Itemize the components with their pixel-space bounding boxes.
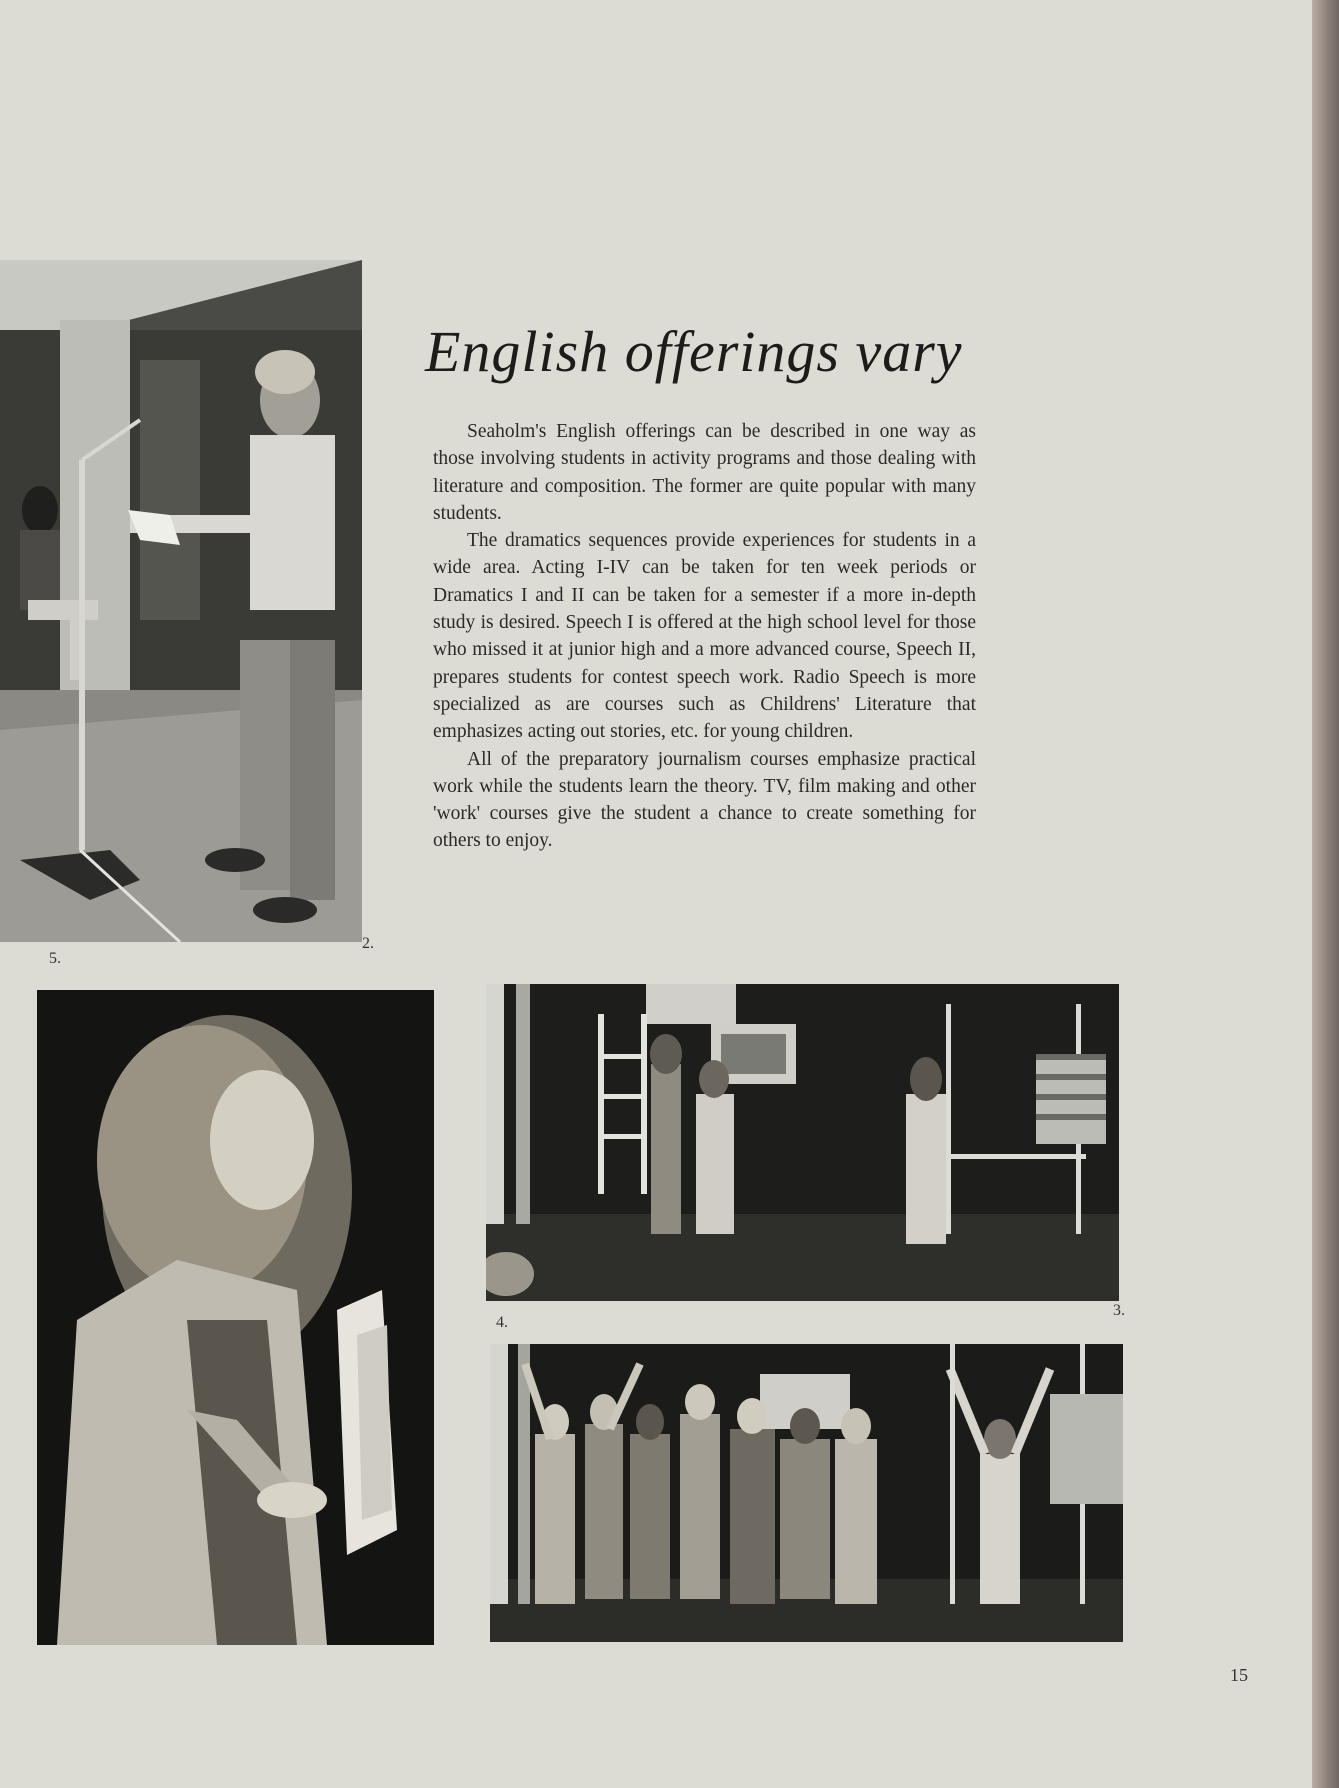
- page-number: 15: [1230, 1665, 1248, 1685]
- article-paragraph: The dramatics sequences provide experiences for students in a wide area. Acting I-IV can be taken for ten week periods or Dramatics I and II can be taken for a semester if a more in-depth study is desired. Speech I is offered at the high school level for those who missed it at junior high and a more advanced course, Speech II, prepares students for contest speech work. Radio Speech is more specialized as are courses such as Childrens' Literature that emphasizes acting out stories, etc. for young children.: [433, 530, 976, 743]
- article-paragraph: Seaholm's English offerings can be described in one way as those involving students in activity programs and those dealing with literature and composition. The former are quite popular with many students.: [433, 421, 976, 524]
- photo-caption-2: 2.: [362, 935, 374, 952]
- photo-caption-3: 3.: [1113, 1302, 1125, 1319]
- photo-group-performance: [490, 1344, 1123, 1642]
- photo-speaker-at-microphone: [0, 260, 362, 942]
- photo-girl-with-papers: [37, 990, 434, 1645]
- page-edge: [1312, 0, 1339, 1788]
- photo-stage-dance: [486, 984, 1119, 1301]
- article-heading: English offerings vary: [425, 319, 963, 384]
- photo-caption-5: 5.: [49, 950, 61, 967]
- article-paragraph: All of the preparatory journalism courses emphasize practical work while the students learn the theory. TV, film making and other 'work' courses give the student a chance to create something for others to enjoy.: [433, 748, 976, 852]
- photo-caption-4: 4.: [496, 1314, 508, 1331]
- article-body: [433, 418, 976, 855]
